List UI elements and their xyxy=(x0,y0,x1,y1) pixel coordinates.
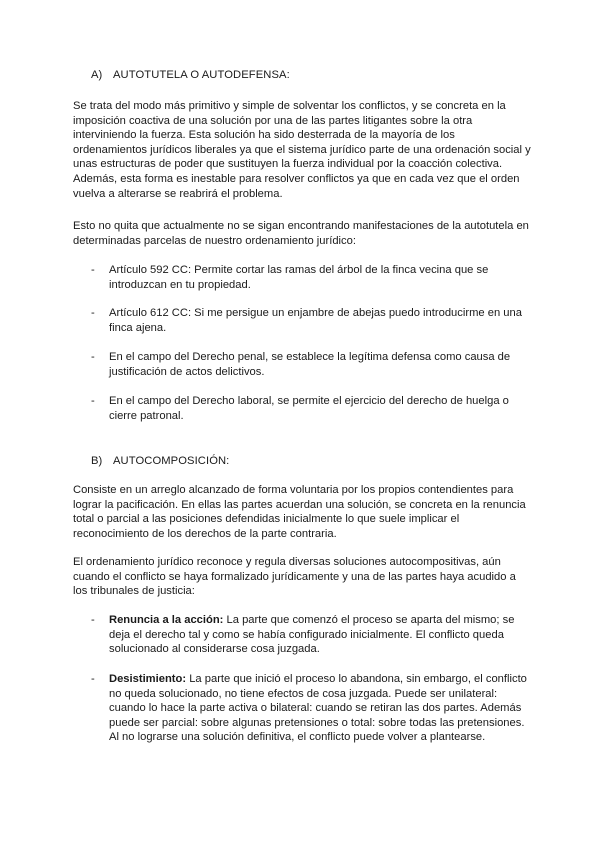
section-a-paragraph-1: Se trata del modo más primitivo y simple de solventar los conflictos, y se concreta en la imposición coactiva de una solución por una de las partes litigantes sobre la otra interviniendo la fuerza. Esta solución ha sido desterrada de la mayoría de los ordenamientos jurídicos liberales ya que el sistema jurídico parte de una ordenación social y unas estructuras de poder que sustituyen la fuerza individual por la coacción colectiva. Además, esta forma es inestable para resolver conflictos ya que en cada vez que el orden vuelva a alterarse se reabrirá el problema. xyxy=(73,100,531,200)
section-a-paragraph-2: Esto no quita que actualmente no se sigan encontrando manifestaciones de la autotutela en determinadas parcelas de nuestro ordenamiento jurídico: xyxy=(73,220,529,247)
list-item-term: Renuncia a la acción: xyxy=(109,614,224,626)
section-a-title: AUTOTUTELA O AUTODEFENSA: xyxy=(113,69,290,81)
section-b-number: B) xyxy=(91,455,103,467)
list-dash: - xyxy=(91,351,95,363)
list-dash: - xyxy=(91,395,95,407)
section-b-title: AUTOCOMPOSICIÓN: xyxy=(113,455,230,467)
list-item-text xyxy=(109,613,527,657)
list-item-term: Desistimiento: xyxy=(109,673,187,685)
list-item-text: En el campo del Derecho penal, se establece la legítima defensa como causa de justificación de actos delictivos. xyxy=(109,351,511,378)
list-item-text: Artículo 592 CC: Permite cortar las ramas del árbol de la finca vecina que se introduzcan en tu propiedad. xyxy=(109,264,489,291)
section-b-paragraph-2: El ordenamiento jurídico reconoce y regula diversas soluciones autocompositivas, aún cuando el conflicto se haya formalizado jurídicamente y una de las partes haya acudido a los tribunales de justicia: xyxy=(73,556,516,598)
section-a-number: A) xyxy=(91,69,103,81)
list-item-text xyxy=(109,672,527,745)
list-item-text: Artículo 612 CC: Si me persigue un enjambre de abejas puedo introducirme en una finca ajena. xyxy=(109,307,522,334)
list-dash: - xyxy=(91,614,95,626)
list-dash: - xyxy=(91,307,95,319)
list-dash: - xyxy=(91,673,95,685)
list-item-definition: La parte que comenzó el proceso se aparta del mismo; se deja el derecho tal y como se había configurado inicialmente. El conflicto queda solucionado al considerarse cosa juzgada. xyxy=(109,614,515,656)
section-a-heading xyxy=(91,68,290,83)
list-item-definition: La parte que inició el proceso lo abandona, sin embargo, el conflicto no queda solucionado, no tiene efectos de cosa juzgada. Puede ser unilateral: cuando lo hace la parte activa o bilateral: cuando se retiran las dos partes. Además puede ser parcial: sobre algunas pretensiones o total: sobre todas las pretensiones. Al no lograrse una solución definitiva, el conflicto puede volver a plantearse. xyxy=(109,673,527,744)
list-dash: - xyxy=(91,264,95,276)
section-b-heading xyxy=(91,454,229,469)
list-item-text: En el campo del Derecho laboral, se permite el ejercicio del derecho de huelga o cierre patronal. xyxy=(109,395,509,422)
section-b-paragraph-1: Consiste en un arreglo alcanzado de forma voluntaria por los propios contendientes para lograr la pacificación. En ellas las partes acuerdan una solución, se concreta en la renuncia total o parcial a las posiciones defendidas inicialmente lo que suele implicar el reconocimiento de los derechos de la parte contraria. xyxy=(73,484,526,540)
